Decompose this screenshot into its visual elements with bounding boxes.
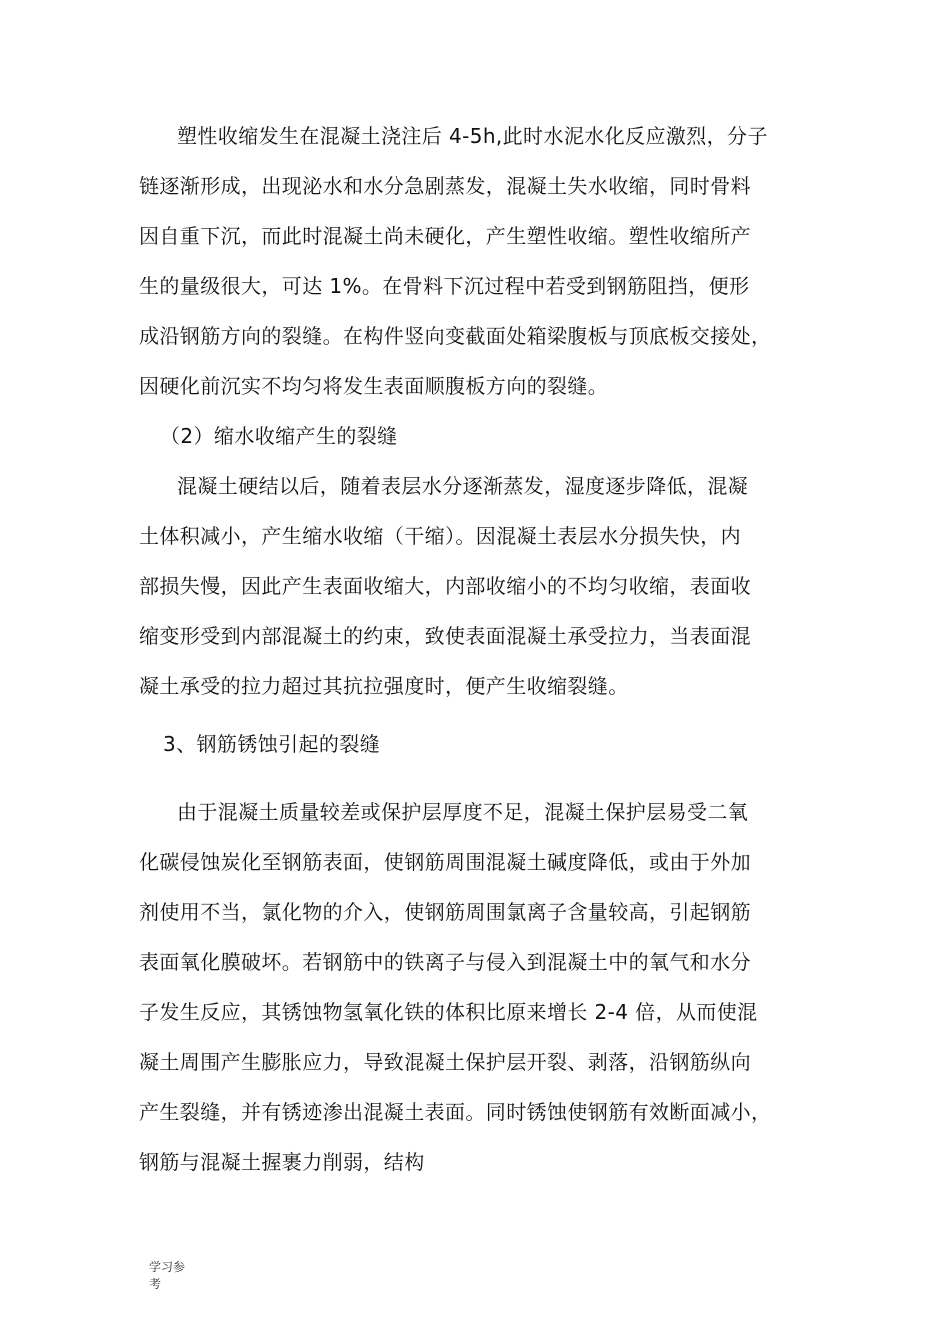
paragraph-line: 钢筋与混凝土握裹力削弱，结构 [139,1150,425,1174]
paragraph-line: 链逐渐形成，出现泌水和水分急剧蒸发，混凝土失水收缩，同时骨料 [139,174,751,198]
paragraph-line: 剂使用不当，氯化物的介入，使钢筋周围氯离子含量较高，引起钢筋 [139,900,751,924]
paragraph-line: 化碳侵蚀炭化至钢筋表面，使钢筋周围混凝土碱度降低，或由于外加 [139,850,751,874]
section-heading: （2）缩水收缩产生的裂缝 [160,424,398,448]
paragraph-line: 缩变形受到内部混凝土的约束，致使表面混凝土承受拉力，当表面混 [139,624,751,648]
paragraph-line: 塑性收缩发生在混凝土浇注后 4-5h,此时水泥水化反应激烈，分子 [177,124,768,148]
paragraph-line: 生的量级很大，可达 1%。在骨料下沉过程中若受到钢筋阻挡，便形 [139,274,750,298]
paragraph-line: 凝土周围产生膨胀应力，导致混凝土保护层开裂、剥落，沿钢筋纵向 [139,1050,751,1074]
paragraph-line: 凝土承受的拉力超过其抗拉强度时，便产生收缩裂缝。 [139,674,629,698]
footer-label: 学习参 [149,1260,186,1274]
paragraph-line: 表面氧化膜破坏。若钢筋中的铁离子与侵入到混凝土中的氧气和水分 [139,950,751,974]
paragraph-line: 部损失慢，因此产生表面收缩大，内部收缩小的不均匀收缩，表面收 [139,574,751,598]
paragraph-line: 土体积减小，产生缩水收缩（干缩）。因混凝土表层水分损失快，内 [139,524,741,548]
footer-label: 考 [149,1277,162,1291]
paragraph-line: 混凝土硬结以后，随着表层水分逐渐蒸发，湿度逐步降低，混凝 [177,474,749,498]
paragraph-line: 因硬化前沉实不均匀将发生表面顺腹板方向的裂缝。 [139,374,609,398]
paragraph-line: 成沿钢筋方向的裂缝。在构件竖向变截面处箱梁腹板与顶底板交接处， [139,324,772,348]
paragraph-line: 子发生反应，其锈蚀物氢氧化铁的体积比原来增长 2-4 倍，从而使混 [139,1000,758,1024]
paragraph-line: 由于混凝土质量较差或保护层厚度不足，混凝土保护层易受二氧 [177,800,749,824]
paragraph-line: 因自重下沉，而此时混凝土尚未硬化，产生塑性收缩。塑性收缩所产 [139,224,751,248]
section-heading: 3、钢筋锈蚀引起的裂缝 [163,732,381,756]
paragraph-line: 产生裂缝，并有锈迹渗出混凝土表面。同时锈蚀使钢筋有效断面减小， [139,1100,772,1124]
